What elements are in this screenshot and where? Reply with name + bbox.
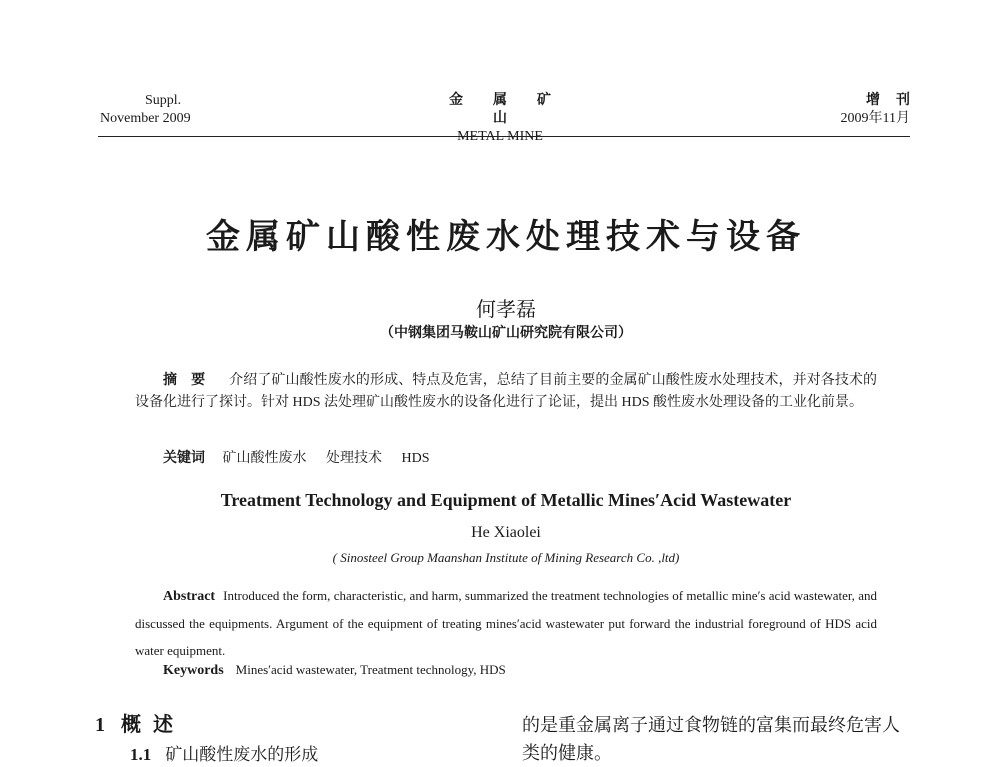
issue-date-cn: 2009年11月 (840, 111, 910, 126)
author-en: He Xiaolei (471, 524, 541, 541)
keywords-cn (163, 449, 863, 469)
section-title: 概述 (121, 714, 185, 736)
paper-title-en: Treatment Technology and Equipment of Metallic Mines′Acid Wastewater (220, 490, 792, 510)
supplement-label-cn: 增刊 (866, 93, 926, 108)
journal-header-left (100, 92, 270, 128)
keywords-en (163, 660, 863, 681)
journal-header-right (760, 92, 926, 128)
supplement-label: Suppl. (145, 93, 182, 108)
right-column-paragraph: 的是重金属离子通过食物链的富集而最终危害人类的健康。 (522, 715, 900, 763)
abstract-cn-label: 摘要 (163, 373, 220, 388)
affiliation-en: ( Sinosteel Group Maanshan Institute of Mining Research Co. ,ltd) (332, 550, 680, 565)
abstract-cn-text: 介绍了矿山酸性废水的形成、特点及危害，总结了目前主要的金属矿山酸性废水处理技术，并对各技术的设备化进行了探讨。针对 HDS 法处理矿山酸性废水的设备化进行了论证，提出 HDS 酸性废水处理设备的工业化前景。 (135, 373, 877, 410)
issue-date-en: November 2009 (100, 111, 191, 126)
journal-name-cn: 金属矿山 (449, 93, 581, 126)
abstract-en-text: Introduced the form, characteristic, and harm, summarized the treatment technologies of metallic mine′s acid wastewater, and discussed the equipments. Argument of the equipment of treating mines′acid wastewater put forward the industrial foreground of HDS acid water equipment. (135, 588, 877, 658)
author-cn: 何孝磊 (476, 299, 536, 321)
keywords-cn-label: 关键词 (163, 451, 205, 466)
keywords-en-text: Mines′acid wastewater, Treatment technology, HDS (235, 662, 506, 677)
abstract-cn (135, 370, 877, 414)
subsection-number: 1.1 (130, 745, 152, 764)
subsection-heading (130, 744, 318, 766)
abstract-en (135, 582, 877, 664)
journal-header-center (400, 92, 600, 146)
keywords-en-label: Keywords (163, 663, 224, 678)
paper-title-cn: 金属矿山酸性废水处理技术与设备 (206, 219, 806, 256)
section-number: 1 (95, 714, 105, 736)
journal-name-en: METAL MINE (457, 129, 543, 144)
section-heading (95, 713, 185, 737)
keyword-cn-item: HDS (401, 451, 430, 466)
affiliation-cn: （中钢集团马鞍山矿山研究院有限公司） (380, 326, 632, 341)
subsection-title: 矿山酸性废水的形成 (165, 745, 319, 764)
header-rule (98, 136, 910, 137)
abstract-en-label: Abstract (163, 589, 216, 604)
keyword-cn-item: 处理技术 (326, 451, 382, 466)
keyword-cn-item: 矿山酸性废水 (222, 451, 307, 466)
